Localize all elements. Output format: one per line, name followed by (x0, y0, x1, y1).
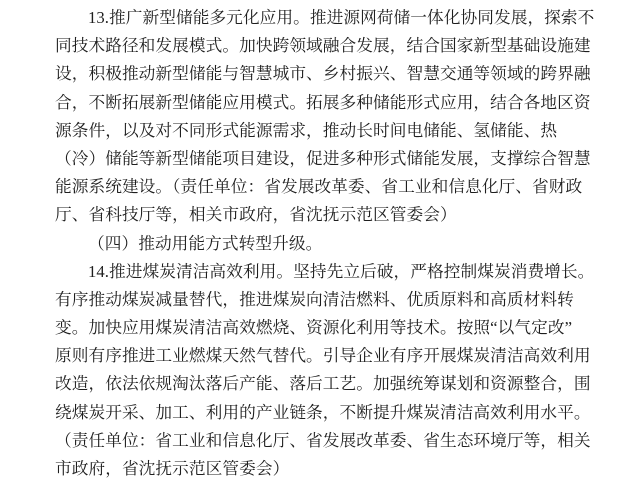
text-line: 变。加快应用煤炭清洁高效燃烧、资源化利用等技术。按照“以气定改” (55, 318, 573, 338)
text-line: 厅、省科技厅等，相关市政府，省沈抚示范区管委会） (55, 205, 457, 225)
document-text-block (55, 4, 597, 482)
text-line: 能源系统建设。（责任单位：省发展改革委、省工业和信息化厅、省财政 (55, 177, 583, 197)
text-line: （责任单位：省工业和信息化厅、省发展改革委、省生态环境厅等，相关 (55, 430, 591, 450)
text-line: 合，不断拓展新型储能应用模式。拓展多种储能形式应用，结合各地区资 (55, 92, 591, 112)
text-line: 13.推广新型储能多元化应用。推进源网荷储一体化协同发展，探索不 (88, 8, 595, 27)
text-line: 同技术路径和发展模式。加快跨领域融合发展，结合国家新型基础设施建 (55, 36, 591, 56)
text-line: 设，积极推动新型储能与智慧城市、乡村振兴、智慧交通等领域的跨界融 (55, 64, 591, 84)
text-line: 绕煤炭开采、加工、利用的产业链条，不断提升煤炭清洁高效利用水平。 (55, 402, 591, 422)
text-line: 14.推进煤炭清洁高效利用。坚持先立后破，严格控制煤炭消费增长。 (88, 261, 595, 281)
text-line: （冷）储能等新型储能项目建设，促进多种形式储能发展，支撑综合智慧 (55, 148, 591, 168)
text-line: 源条件，以及对不同形式能源需求，推动长时间电储能、氢储能、热 (55, 120, 558, 140)
text-line: 原则有序推进工业燃煤天然气替代。引导企业有序开展煤炭清洁高效利用 (55, 346, 591, 366)
text-line: 有序推动煤炭减量替代，推进煤炭向清洁燃料、优质原料和高质材料转 (55, 289, 574, 309)
text-line: 改造，依法依规淘汰落后产能、落后工艺。加强统筹谋划和资源整合，围 (55, 374, 591, 394)
text-line-section-heading: （四）推动用能方式转型升级。 (88, 233, 323, 253)
text-line: 市政府，省沈抚示范区管委会） (55, 459, 290, 478)
